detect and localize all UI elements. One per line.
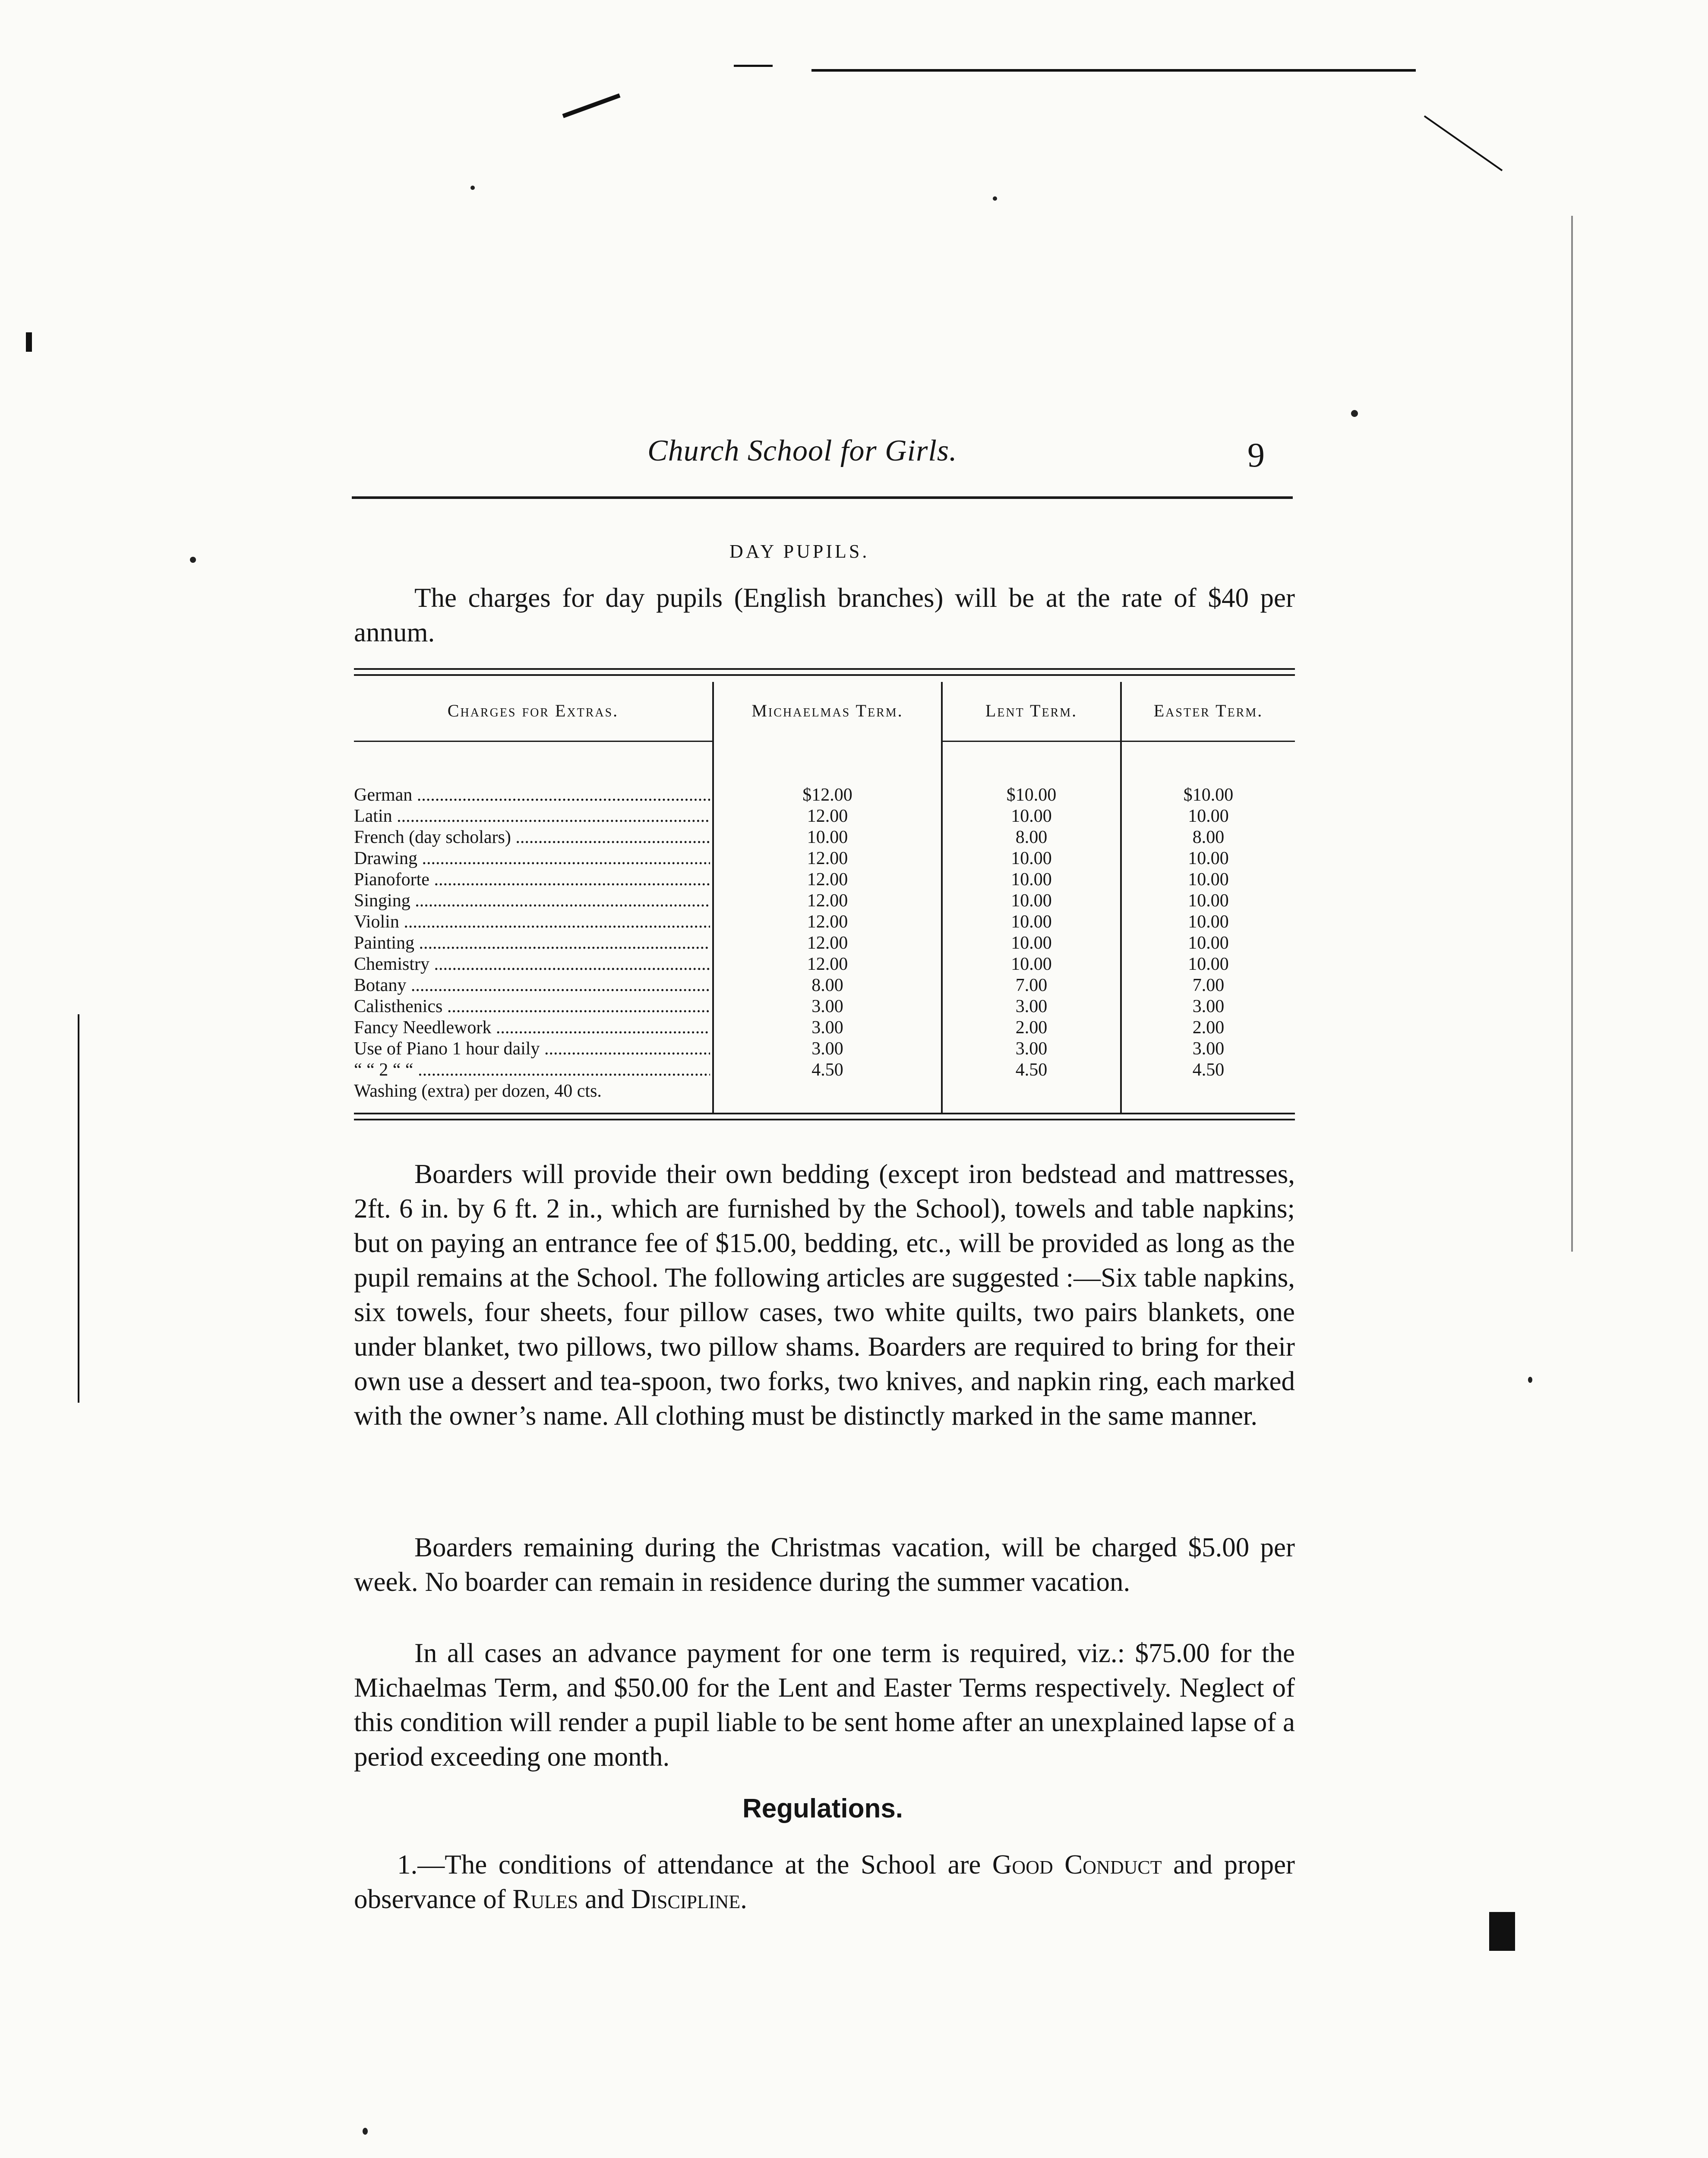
table-cell-easter: 10.00 [1188,891,1229,911]
table-cell-easter: 10.00 [1188,870,1229,890]
section-heading-day-pupils: DAY PUPILS. [729,541,870,562]
speck [1351,410,1358,417]
scan-stroke [562,93,621,118]
table-cell-lent: 10.00 [1011,806,1052,826]
table-row-label: French (day scholars) ..... [354,827,710,848]
table-row-label: Pianoforte ..... [354,869,710,890]
header-underline [1122,741,1295,742]
table-row-label: “ “ 2 “ “ ..... [354,1060,710,1081]
table-cell-michaelmas: 12.00 [807,806,848,826]
speck [1528,1377,1532,1383]
table-row-label: German ..... [354,785,710,806]
table-cell-lent: 10.00 [1011,870,1052,890]
scan-stroke [1424,115,1503,171]
speck [363,2128,368,2135]
table-cell-michaelmas: 12.00 [807,954,848,974]
table-row-label: Singing ..... [354,890,710,912]
scan-stroke [811,69,1416,72]
table-cell-michaelmas: 3.00 [811,1018,843,1038]
table-cell-lent: $10.00 [1006,785,1057,805]
table-bottom-rule [354,1113,1295,1114]
table-cell-michaelmas: 12.00 [807,933,848,953]
table-row-label: Drawing ..... [354,848,710,869]
regulations-heading: Regulations. [742,1794,903,1824]
table-row-label: Use of Piano 1 hour daily ..... [354,1038,710,1060]
regulation-1 [354,1847,1295,1916]
regulation-1-term-discipline: Discipline. [631,1884,747,1914]
boarders-paragraph: Boarders will provide their own bedding (except iron bedstead and mattresses, 2ft. 6 in. by 6 ft. 2 in., which are furnished by the School), towels and table napkins; but on paying an entrance fee of $15.00, bedding, etc., will be provided as long as the pupil remains at the School. The following articles are suggested :—Six table napkins, six towels, four sheets, four pillow cases, two white quilts, two pairs blankets, one under blanket, two pillows, two pillow shams. Boarders are required to bring for their own use a dessert and tea-spoon, two forks, two knives, and napkin ring, each marked with the owner’s name. All clothing must be distinctly marked in the same manner. [354,1159,1295,1431]
table-cell-easter: 7.00 [1192,975,1225,995]
table-cell-easter: 3.00 [1192,1039,1225,1059]
table-cell-lent: 10.00 [1011,954,1052,974]
header-underline [943,741,1120,742]
table-cell-michaelmas: 4.50 [811,1060,843,1080]
scan-stroke [26,332,32,352]
table-cell-michaelmas: 12.00 [807,891,848,911]
regulation-1-text-mid: and proper observance of [354,1849,1295,1914]
table-cell-easter: 8.00 [1192,827,1225,847]
day-pupils-paragraph: The charges for day pupils (English branches) will be at the rate of $40 per annum. [354,583,1295,647]
table-cell-michaelmas: 8.00 [811,975,843,995]
scan-stroke [1489,1912,1515,1951]
table-bottom-rule [354,1119,1295,1120]
table-cell-easter: 10.00 [1188,954,1229,974]
table-cell-lent: 10.00 [1011,912,1052,932]
fees-table [354,668,1295,1134]
table-row-label: Violin ..... [354,912,710,933]
table-cell-michaelmas: 3.00 [811,1039,843,1059]
table-row-label: Fancy Needlework ..... [354,1017,710,1038]
table-cell-lent: 10.00 [1011,933,1052,953]
table-cell-lent: 10.00 [1011,891,1052,911]
table-cell-easter: 3.00 [1192,997,1225,1016]
column-header: Michaelmas Term. [751,701,903,720]
speck [470,186,475,190]
speck [993,196,997,201]
table-cell-easter: 10.00 [1188,933,1229,953]
advance-payment-paragraph: In all cases an advance payment for one term is required, viz.: $75.00 for the Michaelmas Term, and $50.00 for the Lent and Easter Terms respectively. Neglect of this condition will render a pupil liable to be sent home after an unexplained lapse of a period exceeding one month. [354,1638,1295,1772]
regulation-1-term-good-conduct: Good Conduct [992,1849,1162,1880]
table-cell-easter: 4.50 [1192,1060,1225,1080]
page-number: 9 [1247,436,1265,474]
table-cell-michaelmas: 10.00 [807,827,848,847]
table-cell-easter: 10.00 [1188,806,1229,826]
table-top-rule [354,668,1295,670]
table-cell-easter: 10.00 [1188,849,1229,868]
regulation-1-text: 1.—The conditions of attendance at the School are [397,1849,981,1880]
header-rule [352,496,1293,499]
scan-stroke [78,1014,79,1403]
table-row-label: Washing (extra) per dozen, 40 cts. [354,1081,602,1101]
table-cell-michaelmas: 12.00 [807,912,848,932]
table-cell-easter: 10.00 [1188,912,1229,932]
scan-stroke [1571,216,1573,1252]
table-cell-lent: 10.00 [1011,849,1052,868]
speck [190,557,196,563]
christmas-vacation-paragraph: Boarders remaining during the Christmas vacation, will be charged $5.00 per week. No boarder can remain in residence during the summer vacation. [354,1532,1295,1597]
table-row-label: Chemistry ..... [354,954,710,975]
regulation-1-text-and: and [585,1884,625,1914]
header-underline [354,741,712,742]
table-cell-lent: 7.00 [1015,975,1048,995]
table-cell-lent: 4.50 [1015,1060,1048,1080]
table-cell-easter: $10.00 [1183,785,1234,805]
table-row-label: Botany ..... [354,975,710,996]
running-header-title: Church School for Girls. [647,434,957,467]
column-header: Easter Term. [1153,701,1263,720]
scan-stroke [734,65,773,67]
table-cell-michaelmas: $12.00 [802,785,852,805]
table-row-label: Painting ..... [354,933,710,954]
column-header: Charges for Extras. [447,701,619,720]
table-row-label: Calisthenics ..... [354,996,710,1017]
column-header: Lent Term. [985,701,1078,720]
table-cell-michaelmas: 3.00 [811,997,843,1016]
regulation-1-term-rules: Rules [512,1884,578,1914]
table-cell-lent: 3.00 [1015,997,1048,1016]
table-cell-lent: 2.00 [1015,1018,1048,1038]
table-row-label: Latin ..... [354,806,710,827]
table-cell-lent: 3.00 [1015,1039,1048,1059]
table-cell-lent: 8.00 [1015,827,1048,847]
table-cell-easter: 2.00 [1192,1018,1225,1038]
table-cell-michaelmas: 12.00 [807,849,848,868]
table-cell-michaelmas: 12.00 [807,870,848,890]
table-top-rule [354,674,1295,676]
